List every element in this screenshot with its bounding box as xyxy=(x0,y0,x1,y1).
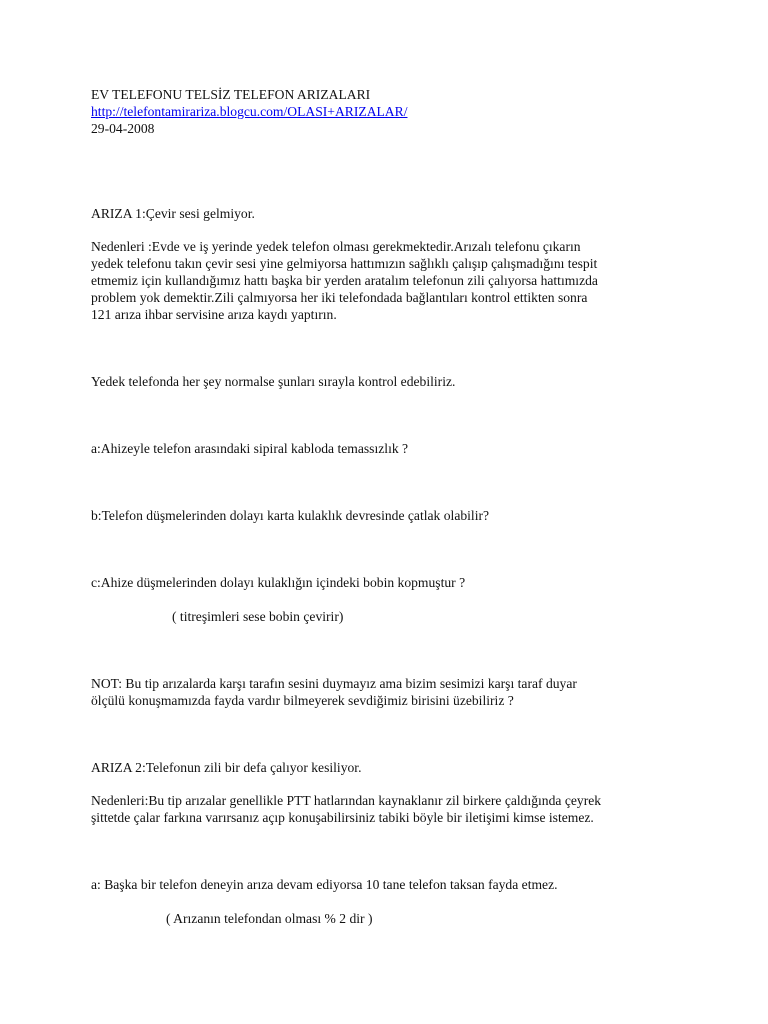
fault-1-item-a: a:Ahizeyle telefon arasındaki sipiral kabloda temassızlık ? xyxy=(91,441,409,456)
fault-2-item-a: a: Başka bir telefon deneyin arıza devam ediyorsa 10 tane telefon taksan fayda etmez. xyxy=(91,877,558,892)
fault-1-heading: ARIZA 1:Çevir sesi gelmiyor. xyxy=(91,206,255,221)
document-date: 29-04-2008 xyxy=(91,121,155,136)
fault-1-checklist-intro: Yedek telefonda her şey normalse şunları sırayla kontrol edebiliriz. xyxy=(91,374,456,389)
fault-1-reasons-line: 121 arıza ihbar servisine arıza kaydı yaptırın. xyxy=(91,307,337,322)
document-title: EV TELEFONU TELSİZ TELEFON ARIZALARI xyxy=(91,87,371,102)
fault-2-reasons-line: Nedenleri:Bu tip arızalar genellikle PTT hatlarından kaynaklanır zil birkere çaldığında çeyrek xyxy=(91,793,602,808)
fault-2-heading: ARIZA 2:Telefonun zili bir defa çalıyor kesiliyor. xyxy=(91,760,362,775)
fault-1-item-c: c:Ahize düşmelerinden dolayı kulaklığın içindeki bobin kopmuştur ? xyxy=(91,575,466,590)
fault-1-note-line: NOT: Bu tip arızalarda karşı tarafın sesini duymayız ama bizim sesimizi karşı taraf duyar xyxy=(91,676,577,691)
source-link[interactable]: http://telefontamirariza.blogcu.com/OLASI+ARIZALAR/ xyxy=(91,104,408,119)
fault-1-item-b: b:Telefon düşmelerinden dolayı karta kulaklık devresinde çatlak olabilir? xyxy=(91,508,490,523)
fault-1-item-c-note: ( titreşimleri sese bobin çevirir) xyxy=(172,609,344,624)
fault-1-reasons-line: etmemiz için kullandığımız hattı başka bir yerden aratalım telefonun zili çalıyorsa hattımızda xyxy=(91,273,598,288)
fault-2-item-a-note: ( Arızanın telefondan olması % 2 dir ) xyxy=(166,911,373,926)
fault-1-note-line: ölçülü konuşmamızda fayda vardır bilmeyerek sevdiğimiz birisini üzebiliriz ? xyxy=(91,693,514,708)
fault-1-reasons-line: yedek telefonu takın çevir sesi yine gelmiyorsa hattımızın sağlıklı çalışıp çalışmadığını tespit xyxy=(91,256,598,271)
fault-2-reasons-line: şittetde çalar farkına varırsanız açıp konuşabilirsiniz tabiki böyle bir iletişimi kimse istemez. xyxy=(91,810,594,825)
fault-1-reasons-line: Nedenleri :Evde ve iş yerinde yedek telefon olması gerekmektedir.Arızalı telefonu çıkarın xyxy=(91,239,581,254)
fault-1-reasons-line: problem yok demektir.Zili çalmıyorsa her iki telefondada bağlantıları kontrol ettikten sonra xyxy=(91,290,588,305)
